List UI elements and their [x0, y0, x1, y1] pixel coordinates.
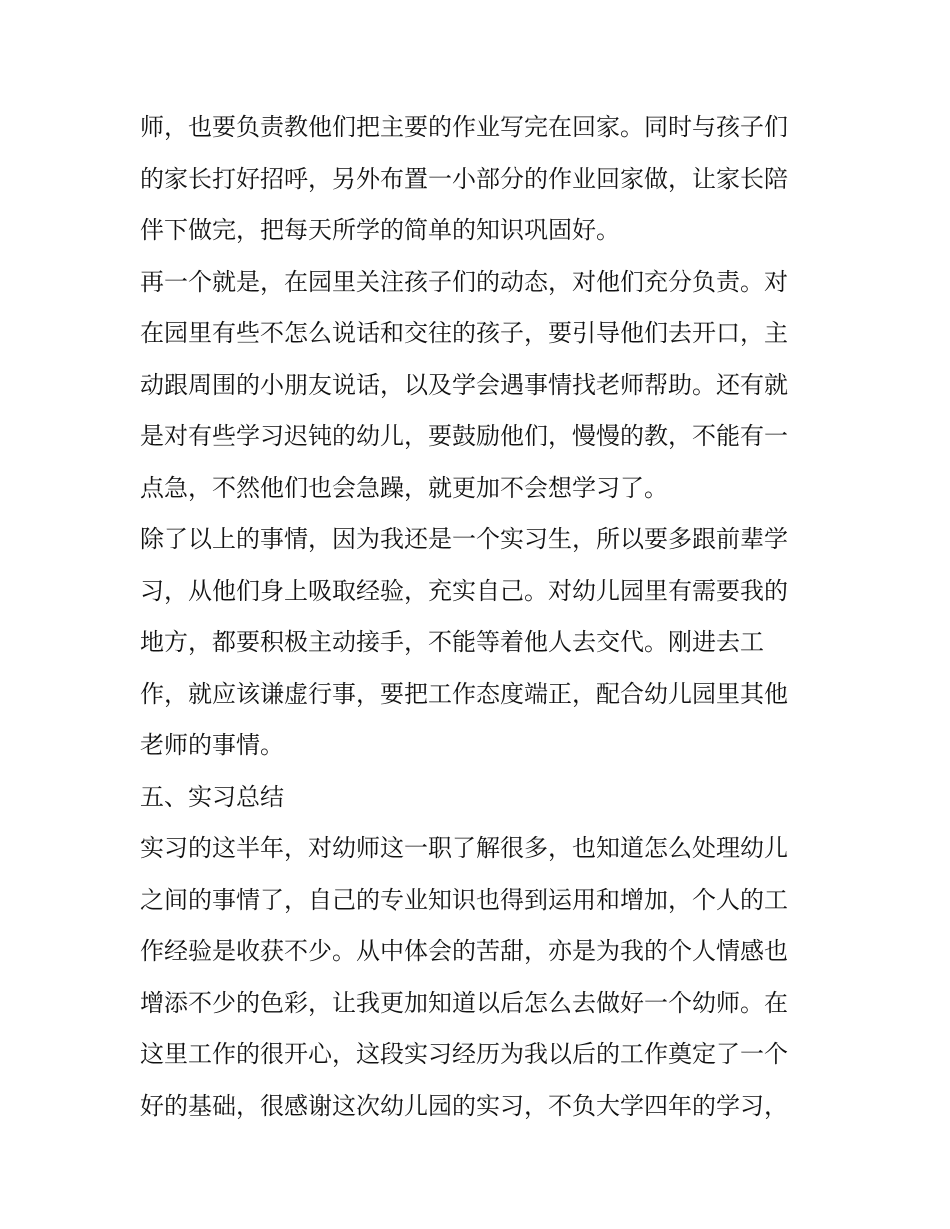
text-line: 点急，不然他们也会急躁，就更加不会想学习了。 [140, 473, 668, 502]
text-line: 是对有些学习迟钝的幼儿，要鼓励他们，慢慢的教，不能有一 [140, 422, 788, 450]
text-line: 伴下做完，把每天所学的简单的知识巩固好。 [140, 216, 620, 244]
text-line: 地方，都要积极主动接手，不能等着他人去交代。刚进去工 [140, 628, 764, 656]
text-line: 之间的事情了，自己的专业知识也得到运用和增加，个人的工 [140, 885, 788, 914]
text-line: 除了以上的事情，因为我还是一个实习生，所以要多跟前辈学 [140, 525, 788, 553]
text-line: 再一个就是，在园里关注孩子们的动态，对他们充分负责。对 [140, 267, 788, 296]
text-line: 作，就应该谦虚行事，要把工作态度端正，配合幼儿园里其他 [140, 679, 788, 708]
section-heading: 五、实习总结 [140, 782, 284, 811]
text-line: 老师的事情。 [140, 731, 284, 759]
body-text [140, 102, 820, 1132]
text-line: 这里工作的很开心，这段实习经历为我以后的工作奠定了一个 [140, 1040, 788, 1068]
text-line: 好的基础，很感谢这次幼儿园的实习，不负大学四年的学习， [140, 1091, 788, 1120]
text-line: 实习的这半年，对幼师这一职了解很多，也知道怎么处理幼儿 [140, 834, 788, 862]
text-line: 的家长打好招呼，另外布置一小部分的作业回家做，让家长陪 [140, 164, 788, 193]
text-line: 在园里有些不怎么说话和交往的孩子，要引导他们去开口，主 [140, 319, 788, 347]
text-line: 增添不少的色彩，让我更加知道以后怎么去做好一个幼师。在 [140, 988, 788, 1017]
text-line: 习，从他们身上吸取经验，充实自己。对幼儿园里有需要我的 [140, 576, 788, 605]
text-line: 作经验是收获不少。从中体会的苦甜，亦是为我的个人情感也 [140, 937, 788, 965]
text-line: 动跟周围的小朋友说话，以及学会遇事情找老师帮助。还有就 [140, 370, 788, 399]
text-line: 师，也要负责教他们把主要的作业写完在回家。同时与孩子们 [140, 113, 788, 141]
